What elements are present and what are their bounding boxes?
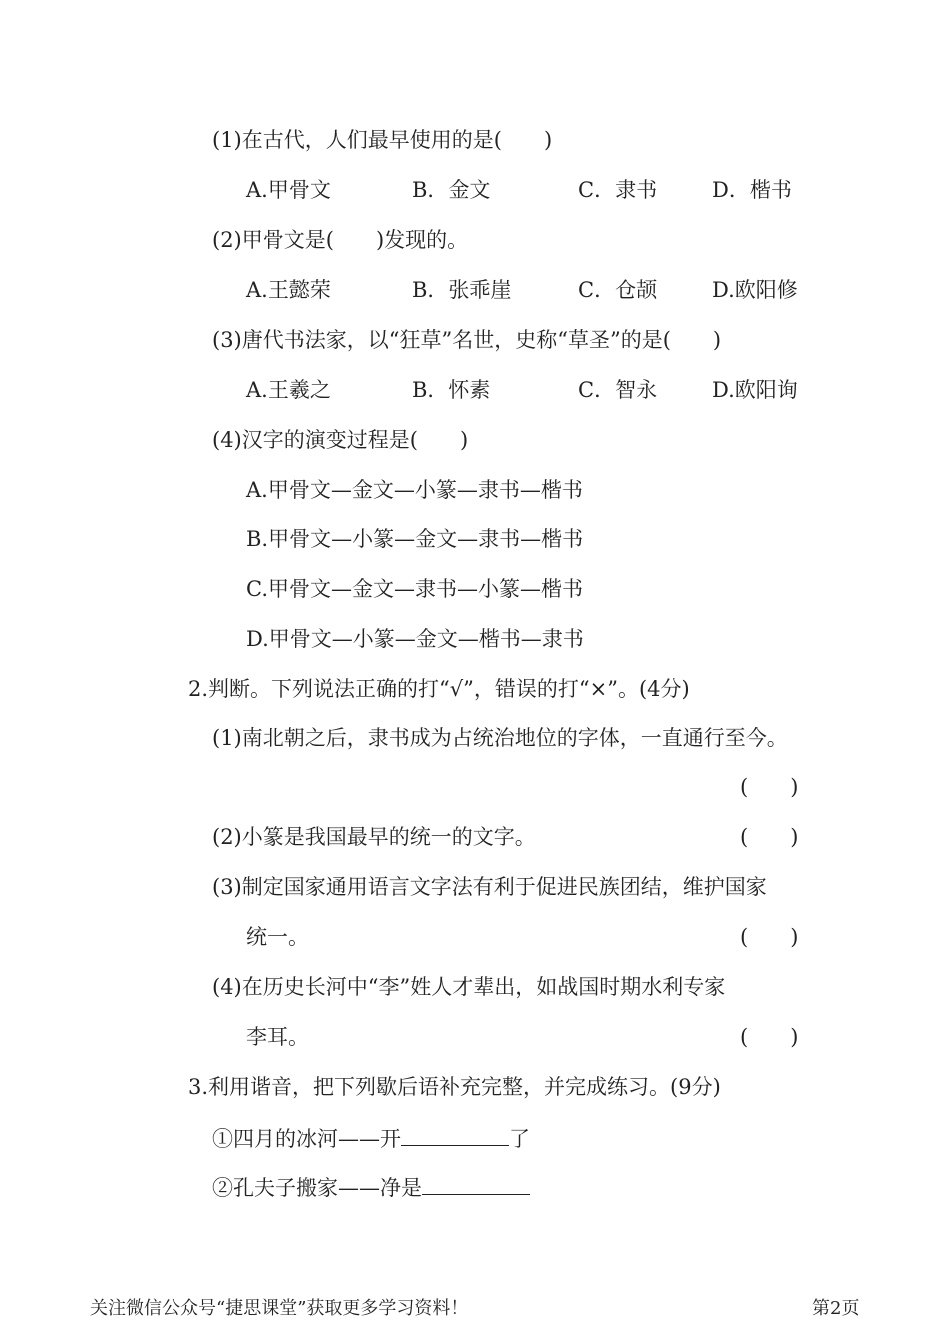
judge-item-1-answer-bracket[interactable]: ( ) bbox=[740, 775, 799, 799]
xiehouyu-item-2-prefix: ②孔夫子搬家——净是 bbox=[212, 1176, 422, 1200]
judge-item-4-text: (4)在历史长河中“李”姓人才辈出，如战国时期水利专家 bbox=[212, 975, 726, 999]
question-4-stem: (4)汉字的演变过程是( ) bbox=[212, 428, 469, 452]
page-number: 第2页 bbox=[812, 1298, 860, 1319]
judge-item-3-text-continued: 统一。 bbox=[246, 925, 309, 949]
xiehouyu-item-1 bbox=[212, 1123, 530, 1153]
judge-item-2-text: (2)小篆是我国最早的统一的文字。 bbox=[212, 825, 536, 849]
question-2-option-d: D.欧阳修 bbox=[712, 278, 798, 302]
question-2-option-a: A.王懿荣 bbox=[246, 278, 331, 302]
judge-item-4-answer-bracket[interactable]: ( ) bbox=[740, 1025, 799, 1049]
question-1-stem: (1)在古代，人们最早使用的是( ) bbox=[212, 128, 553, 152]
xiehouyu-item-1-prefix: ①四月的冰河——开 bbox=[212, 1127, 401, 1151]
xiehouyu-item-2-blank[interactable] bbox=[422, 1172, 530, 1195]
section-3-title: 3.利用谐音，把下列歇后语补充完整，并完成练习。(9分) bbox=[188, 1075, 721, 1099]
judge-item-3-text: (3)制定国家通用语言文字法有利于促进民族团结，维护国家 bbox=[212, 875, 767, 899]
question-1-option-b: B．金文 bbox=[412, 178, 491, 202]
xiehouyu-item-2 bbox=[212, 1172, 530, 1202]
question-1-option-a: A.甲骨文 bbox=[246, 178, 331, 202]
judge-item-1-text: (1)南北朝之后，隶书成为占统治地位的字体，一直通行至今。 bbox=[212, 726, 788, 750]
question-2-option-c: C．仓颉 bbox=[578, 278, 658, 302]
judge-item-4-text-continued: 李耳。 bbox=[246, 1025, 309, 1049]
xiehouyu-item-1-blank[interactable] bbox=[401, 1123, 509, 1146]
question-3-option-c: C．智永 bbox=[578, 378, 658, 402]
judge-item-3-answer-bracket[interactable]: ( ) bbox=[740, 925, 799, 949]
question-3-option-b: B．怀素 bbox=[412, 378, 491, 402]
question-2-option-b: B．张乖崖 bbox=[412, 278, 512, 302]
question-1-option-d: D．楷书 bbox=[712, 178, 792, 202]
question-4-option-d: D.甲骨文—小篆—金文—楷书—隶书 bbox=[246, 627, 584, 651]
question-3-option-a: A.王羲之 bbox=[246, 378, 331, 402]
footer-promo-text: 关注微信公众号“捷思课堂”获取更多学习资料！ bbox=[90, 1298, 469, 1319]
question-3-stem: (3)唐代书法家，以“狂草”名世，史称“草圣”的是( ) bbox=[212, 328, 722, 352]
question-4-option-a: A.甲骨文—金文—小篆—隶书—楷书 bbox=[246, 478, 583, 502]
question-1-option-c: C．隶书 bbox=[578, 178, 658, 202]
question-3-option-d: D.欧阳询 bbox=[712, 378, 798, 402]
question-2-stem: (2)甲骨文是( )发现的。 bbox=[212, 228, 469, 252]
question-4-option-c: C.甲骨文—金文—隶书—小篆—楷书 bbox=[246, 577, 583, 601]
question-4-option-b: B.甲骨文—小篆—金文—隶书—楷书 bbox=[246, 527, 584, 551]
section-2-title: 2.判断。下列说法正确的打“√”，错误的打“×”。(4分) bbox=[188, 677, 690, 701]
xiehouyu-item-1-suffix: 了 bbox=[509, 1127, 530, 1151]
judge-item-2-answer-bracket[interactable]: ( ) bbox=[740, 825, 799, 849]
